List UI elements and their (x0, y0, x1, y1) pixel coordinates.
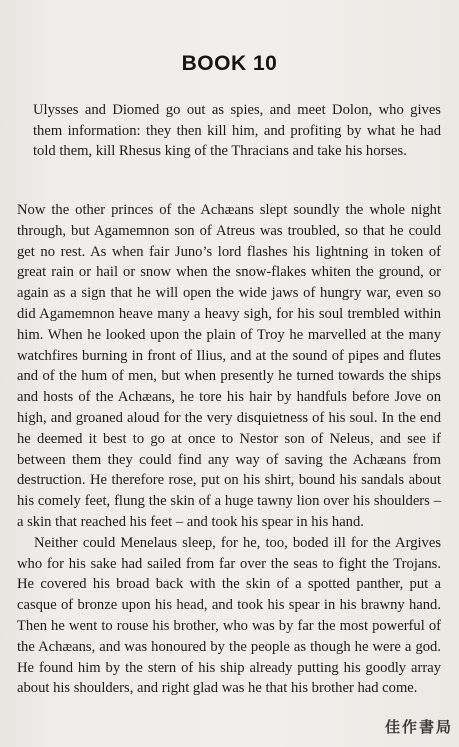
chapter-body (17, 200, 441, 699)
publisher-watermark: 佳作書局 (384, 718, 453, 736)
chapter-title: BOOK 10 (181, 52, 278, 75)
body-paragraph-2: Neither could Menelaus sleep, for he, too, boded ill for the Argives who for his sake had sailed from far over the seas to fight the Trojans. He covered his broad back with the skin of a spotted panther, put a casque of bronze upon his head, and took his spear in his brawny hand. Then he went to rouse his brother, who was by far the most powerful of the Achæans, and was honoured by the people as though he were a god. He found him by the stern of his ship already putting his goodly array about his shoulders, and right glad was he that his brother had come. (17, 534, 441, 697)
chapter-summary: Ulysses and Diomed go out as spies, and meet Dolon, who gives them information: they then kill him, and profiting by what he had told them, kill Rhesus king of the Thracians and take his horses. (33, 102, 441, 160)
body-paragraph-1: Now the other princes of the Achæans slept soundly the whole night through, but Agamemnon son of Atreus was troubled, so that he could get no rest. As when fair Juno’s lord flashes his lightning in token of great rain or hail or snow when the snow-flakes whiten the ground, or again as a sign that he will open the wide jaws of hungry war, even so did Agamemnon heave many a heavy sigh, for his soul trembled within him. When he looked upon the plain of Troy he marvelled at the many watchfires burning in front of Ilius, and at the sound of pipes and flutes and of the hum of men, but when presently he turned towards the ships and hosts of the Achæans, he tore his hair by handfuls before Jove on high, and groaned aloud for the very disquietness of his soul. In the end he deemed it best to go at once to Nestor son of Neleus, and see if between them they could find any way of saving the Achæans from destruction. He therefore rose, put on his shirt, bound his sandals about his comely feet, flung the skin of a huge tawny lion over his shoulders – a skin that reached his feet – and took his spear in his hand. (17, 202, 441, 530)
